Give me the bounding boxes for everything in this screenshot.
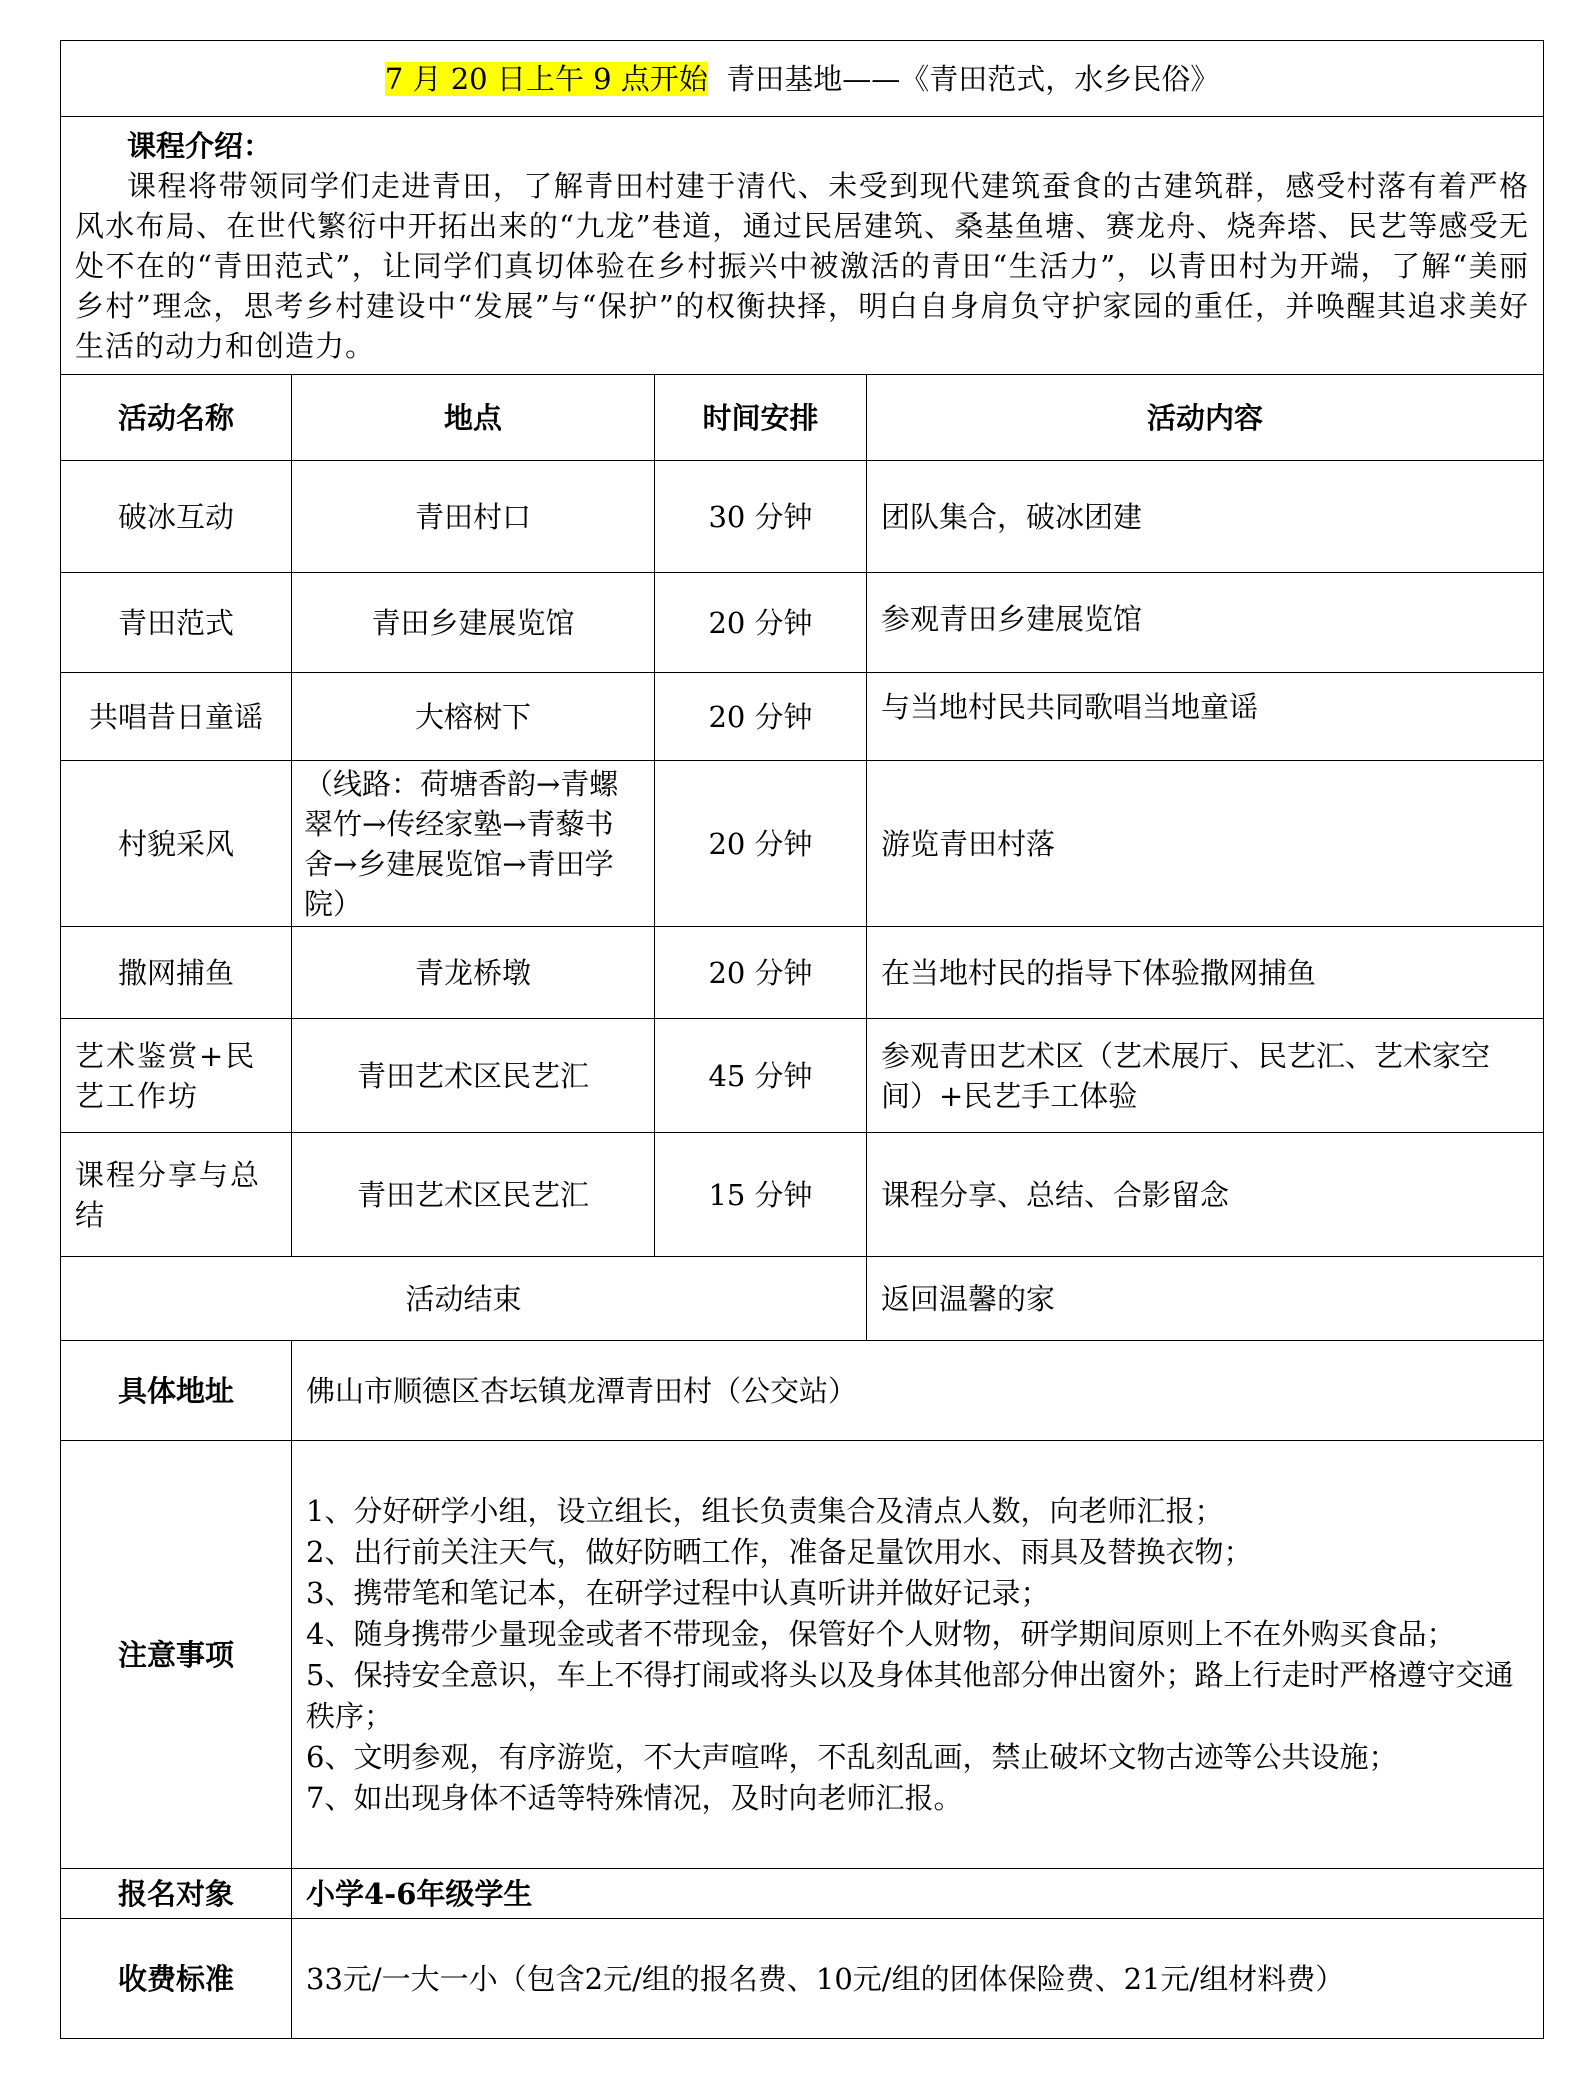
intro-body: 课程将带领同学们走进青田，了解青田村建于清代、未受到现代建筑蚕食的古建筑群，感受村落有着严格风水布局、在世代繁衍中开拓出来的“九龙”巷道，通过民居建筑、桑基鱼塘、赛龙舟、烧奔塔、民艺等感受无处不在的“青田范式”，让同学们真切体验在乡村振兴中被激活的青田“生活力”，以青田村为开端，了解“美丽乡村”理念，思考乡村建设中“发展”与“保护”的权衡抉择，明白自身肩负守护家园的重任，并唤醒其追求美好生活的动力和创造力。 <box>75 168 1530 363</box>
activity-name: 青田范式 <box>61 573 292 673</box>
table-row <box>61 1019 1544 1133</box>
notes-label: 注意事项 <box>61 1441 292 1869</box>
activity-time: 20 分钟 <box>655 761 867 927</box>
activity-content: 参观青田艺术区（艺术展厅、民艺汇、艺术家空间）+民艺手工体验 <box>867 1019 1544 1133</box>
list-item: 2、出行前关注天气，做好防晒工作，准备足量饮用水、雨具及替换衣物； <box>306 1534 1253 1569</box>
schedule-header-row <box>61 375 1544 461</box>
enroll-row <box>61 1869 1544 1919</box>
list-item: 1、分好研学小组，设立组长，组长负责集合及清点人数，向老师汇报； <box>306 1493 1224 1528</box>
activity-content: 与当地村民共同歌唱当地童谣 <box>867 673 1544 761</box>
activity-place: （线路：荷塘香韵→青螺翠竹→传经家塾→青藜书舍→乡建展览馆→青田学院） <box>292 761 655 927</box>
notes-row <box>61 1441 1544 1869</box>
activity-time: 45 分钟 <box>655 1019 867 1133</box>
table-row <box>61 761 1544 927</box>
activity-time: 20 分钟 <box>655 927 867 1019</box>
table-row <box>61 927 1544 1019</box>
activity-content: 在当地村民的指导下体验撒网捕鱼 <box>867 927 1544 1019</box>
activity-content: 参观青田乡建展览馆 <box>867 573 1544 673</box>
activity-place: 青田乡建展览馆 <box>292 573 655 673</box>
activity-content: 团队集合，破冰团建 <box>867 461 1544 573</box>
address-label: 具体地址 <box>61 1341 292 1441</box>
header-time: 时间安排 <box>655 375 867 461</box>
address-value: 佛山市顺德区杏坛镇龙潭青田村（公交站） <box>292 1341 1544 1441</box>
intro-row <box>61 117 1544 375</box>
title-start-time: 7 月 20 日上午 9 点开始 <box>384 61 708 96</box>
end-content: 返回温馨的家 <box>867 1257 1544 1341</box>
intro-cell <box>61 117 1544 375</box>
header-activity-name: 活动名称 <box>61 375 292 461</box>
activity-place: 青龙桥墩 <box>292 927 655 1019</box>
notes-list <box>292 1441 1544 1869</box>
end-row <box>61 1257 1544 1341</box>
activity-name: 课程分享与总结 <box>61 1133 292 1257</box>
list-item: 5、保持安全意识，车上不得打闹或将头以及身体其他部分伸出窗外；路上行走时严格遵守交通秩序； <box>306 1657 1514 1733</box>
page-title <box>61 41 1544 117</box>
activity-content: 游览青田村落 <box>867 761 1544 927</box>
list-item: 4、随身携带少量现金或者不带现金，保管好个人财物，研学期间原则上不在外购买食品； <box>306 1616 1456 1651</box>
fee-value: 33元/一大一小（包含2元/组的报名费、10元/组的团体保险费、21元/组材料费） <box>292 1919 1544 2039</box>
activity-time: 30 分钟 <box>655 461 867 573</box>
header-content: 活动内容 <box>867 375 1544 461</box>
list-item: 7、如出现身体不适等特殊情况，及时向老师汇报。 <box>306 1780 963 1815</box>
activity-name: 村貌采风 <box>61 761 292 927</box>
activity-content: 课程分享、总结、合影留念 <box>867 1133 1544 1257</box>
activity-name: 破冰互动 <box>61 461 292 573</box>
list-item: 3、携带笔和笔记本，在研学过程中认真听讲并做好记录； <box>306 1575 1050 1610</box>
activity-time: 20 分钟 <box>655 673 867 761</box>
activity-name: 共唱昔日童谣 <box>61 673 292 761</box>
fee-row <box>61 1919 1544 2039</box>
enroll-label: 报名对象 <box>61 1869 292 1919</box>
table-row <box>61 673 1544 761</box>
address-row <box>61 1341 1544 1441</box>
fee-label: 收费标准 <box>61 1919 292 2039</box>
title-row <box>61 41 1544 117</box>
activity-name: 艺术鉴赏+民艺工作坊 <box>61 1019 292 1133</box>
activity-place: 青田艺术区民艺汇 <box>292 1133 655 1257</box>
end-label: 活动结束 <box>61 1257 867 1341</box>
header-place: 地点 <box>292 375 655 461</box>
itinerary-table <box>60 40 1544 2039</box>
activity-name: 撒网捕鱼 <box>61 927 292 1019</box>
activity-place: 青田艺术区民艺汇 <box>292 1019 655 1133</box>
activity-place: 青田村口 <box>292 461 655 573</box>
intro-heading: 课程介绍： <box>127 128 273 163</box>
enroll-value: 小学4-6年级学生 <box>292 1869 1544 1919</box>
table-row <box>61 573 1544 673</box>
activity-place: 大榕树下 <box>292 673 655 761</box>
table-row <box>61 1133 1544 1257</box>
table-row <box>61 461 1544 573</box>
activity-time: 20 分钟 <box>655 573 867 673</box>
list-item: 6、文明参观，有序游览，不大声喧哗，不乱刻乱画，禁止破坏文物古迹等公共设施； <box>306 1739 1398 1774</box>
activity-time: 15 分钟 <box>655 1133 867 1257</box>
title-text: 青田基地——《青田范式，水乡民俗》 <box>726 61 1220 96</box>
